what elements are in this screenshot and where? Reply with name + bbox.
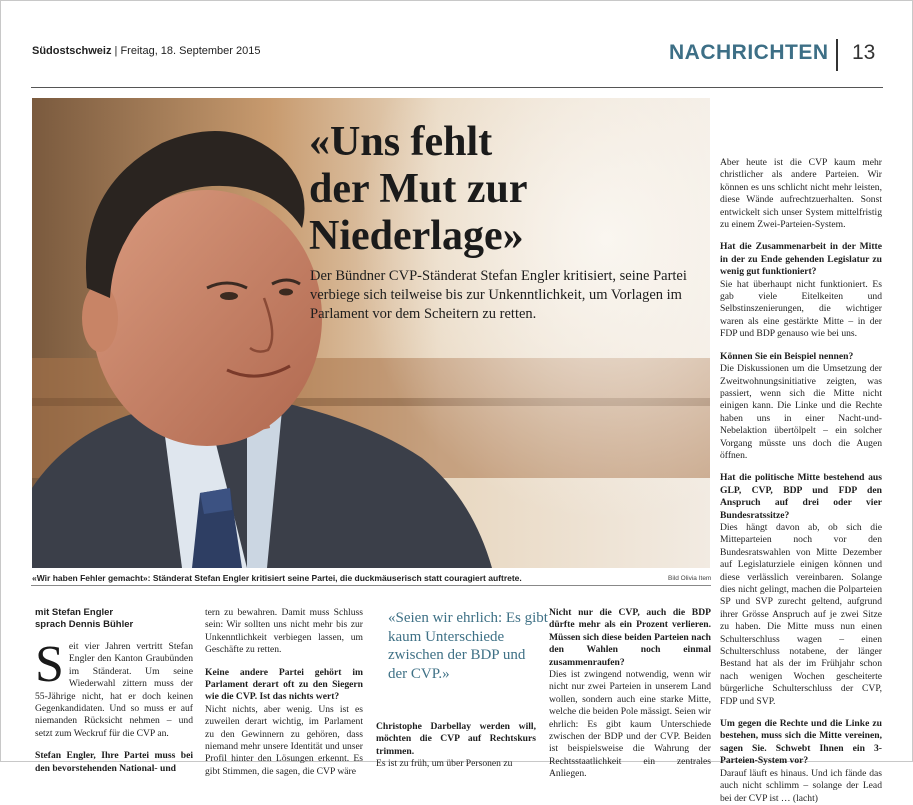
byline-interviewee: mit Stefan Engler [35, 607, 114, 618]
paragraph: Dies hängt davon ab, ob sich die Mitteparteien noch vor den Bundesratswahlen von Mitte Dezember auf Legislaturziele einigen können und diese verlässlich vereinbaren. Solange dies nicht gelingt, machen die Polparteien SP und SVP zurecht geltend, aufgrund ihrer Grösse Anspruch auf je zwei Sitze zu haben. Die Mitte muss nun einen Schulterschluss wagen – einen Schulterschluss notabene, der länger Bestand hat als der im Frühjahr schon nach wenigen Wochen gescheiterte bürgerliche Schulterschluss der CVP, FDP und SVP. [720, 521, 882, 707]
headline-line: der Mut zur [309, 166, 528, 212]
interview-question: Keine andere Partei gehört im Parlament derart oft zu den Siegern wie die CVP. Ist das nichts wert? [205, 666, 363, 703]
interview-question: Stefan Engler, Ihre Partei muss bei den bevorstehenden National- und [35, 750, 193, 774]
text-column-2 [205, 607, 363, 778]
interview-question: Können Sie ein Beispiel nennen? [720, 350, 854, 362]
interview-question: Hat die politische Mitte bestehend aus GLP, CVP, BDP und FDP den Anspruch auf drei oder vier Bundesratssitze? [720, 472, 882, 521]
paper-name: Südostschweiz [32, 45, 112, 57]
text-column-5 [720, 157, 882, 805]
paragraph: Dies ist zwingend notwendig, wenn wir nicht nur zwei Parteien in unserem Land wollen, sondern auch eine starke Mitte, welche die beiden Pole mässigt. Seien wir ehrlich: Es gibt kaum Unterschiede zwischen der BDP und der CVP. Beiden ist beispielsweise die Wahrung der Rechtsstaatlichkeit ein zentrales Anliegen. [549, 669, 711, 780]
pull-quote: «Seien wir ehrlich: Es gibt kaum Unterschiede zwischen der BDP und der CVP.» [388, 610, 548, 682]
paragraph: Sie hat überhaupt nicht funktioniert. Es gab viele Eitelkeiten und Selbstinszenierungen, die wichtiger waren als eine gestärkte Mitte – in der FDP und BDP genauso wie bei uns. [720, 278, 882, 340]
text-column-3 [376, 721, 536, 771]
paragraph: Aber heute ist die CVP kaum mehr christlicher als andere Parteien. Wir können es uns schlicht nicht mehr leisten, diese Wände aufrechtzuerhalten. Sonst entwickelt sich unser System mittelfristig zu einem Zwei-Parteien-System. [720, 157, 882, 231]
header-rule [31, 87, 883, 88]
issue-date: Freitag, 18. September 2015 [120, 45, 261, 57]
publication-line [32, 45, 260, 57]
dropcap: S [35, 636, 64, 693]
header-divider [836, 39, 838, 71]
photo-credit: Bild Olivia Item [668, 575, 712, 582]
interview-question: Hat die Zusammenarbeit in der Mitte in der zu Ende gehenden Legislatur zu wenig gut funktioniert? [720, 241, 882, 278]
section-title: NACHRICHTEN [669, 41, 829, 64]
byline-author: sprach Dennis Bühler [35, 619, 134, 630]
paragraph: eit vier Jahren vertritt Stefan Engler den Kanton Graubünden im Ständerat. Um seine Wiederwahl zittern muss der 55-Jährige nicht, hat er doch keinen Gegenkandidaten. Und so muss er auf niemanden Rücksicht nehmen – und setzt zum Weckruf für die CVP an. [35, 641, 193, 739]
paragraph: Die Diskussionen um die Umsetzung der Zweitwohnungsinitiative zeigten, was passiert, wenn sich die Mitte nicht einigen kann. Die Linke und die Rechte haben uns in einer Nacht-und-Nebelaktion übertölpelt – ein solcher Vorgang müsste uns doch die Augen öffnen. [720, 363, 882, 461]
headline-line: Niederlage» [309, 213, 524, 259]
interview-question: Um gegen die Rechte und die Linke zu bestehen, muss sich die Mitte vereinen, sagen Sie. Schwebt Ihnen ein 3-Parteien-System vor? [720, 718, 882, 767]
paragraph: Es ist zu früh, um über Personen zu [376, 758, 513, 770]
caption-rule [31, 585, 711, 586]
text-column-1 [35, 636, 193, 775]
page-number: 13 [852, 41, 876, 64]
paragraph: Nicht nichts, aber wenig. Uns ist es zuweilen derart wichtig, im Parlament zu den Gewinnern zu gehören, dass niemand mehr unsere Identität und unser Profil hinter den Lösungen erkennt. Es gibt Stimmen, die sagen, die CVP wäre [205, 703, 363, 777]
interview-question: Christophe Darbellay werden will, möchten die CVP auf Rechtskurs trimmen. [376, 721, 536, 757]
text-column-4 [549, 607, 711, 781]
article-headline [309, 119, 699, 260]
byline [35, 607, 133, 631]
header-separator: | [114, 45, 118, 57]
headline-line: «Uns fehlt [309, 119, 493, 165]
photo-caption: «Wir haben Fehler gemacht»: Ständerat Stefan Engler kritisiert seine Partei, die duckmäuserisch statt couragiert auftrete. [32, 573, 522, 583]
paragraph: Darauf läuft es hinaus. Und ich fände das auch nicht schlimm – solange der Lead bei der CVP ist … (lacht) [720, 767, 882, 804]
article-lead: Der Bündner CVP-Ständerat Stefan Engler kritisiert, seine Partei verbiege sich teilweise bis zur Unkenntlichkeit, um Vorlagen im Parlament vor dem Scheitern zu retten. [310, 268, 687, 322]
paragraph: tern zu bewahren. Damit muss Schluss sein: Wir sollten uns nicht mehr bis zur Unkenntlichkeit verbiegen lassen, um Geschäfte zu retten. [205, 607, 363, 656]
interview-question: Nicht nur die CVP, auch die BDP dürfte mehr als ein Prozent verlieren. Müssen sich diese beiden Parteien nach den Wahlen noch einmal zusammenraufen? [549, 607, 711, 668]
